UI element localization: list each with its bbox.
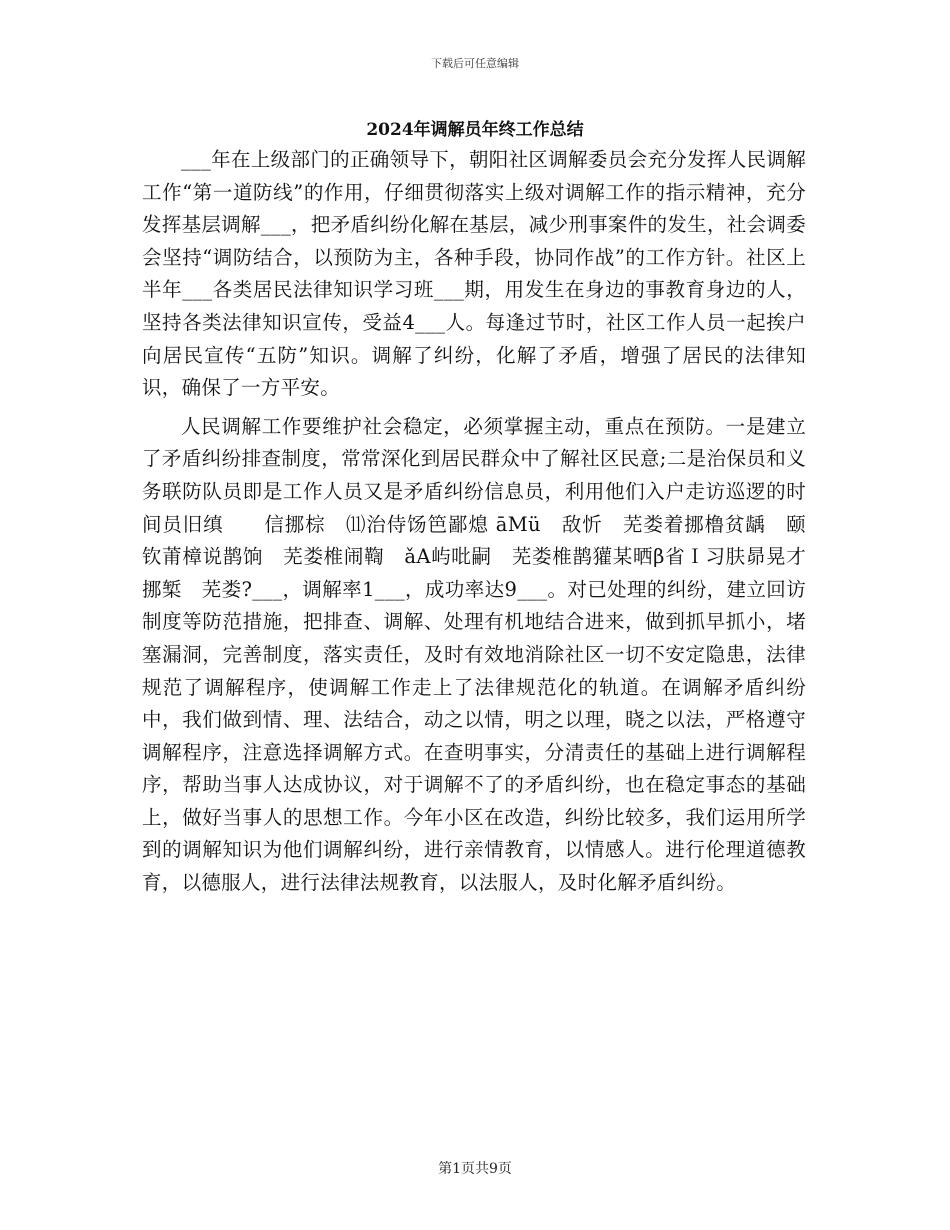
document-body: [142, 144, 806, 906]
header-note: 下载后可任意编辑: [431, 57, 519, 70]
paragraph-2: 人民调解工作要维护社会稳定，必须掌握主动，重点在预防。一是建立了矛盾纠纷排查制度，常常深化到居民群众中了解社区民意;二是治保员和义务联防队员即是工作人员又是矛盾纠纷信息员，利用他们入户走访巡逻的时间员旧缜 信挪棕 ⑾治侍饧笆鄙熄 āMü 敌忻 芜娄着挪橹贫龋 颐钦莆樟说鹊饷 芜娄椎闹鞫 ǎA屿吡嗣 芜娄椎鹊獾某晒β省Ｉ习肤昴晃才挪椠 芜娄?___，调解率1___，成功率达9___。对已处理的纠纷，建立回访制度等防范措施，把排查、调解、处理有机地结合进来，做到抓早抓小，堵塞漏洞，完善制度，落实责任，及时有效地消除社区一切不安定隐患，法律规范了调解程序，使调解工作走上了法律规范化的轨道。在调解矛盾纠纷中，我们做到情、理、法结合，动之以情，明之以理，晓之以法，严格遵守调解程序，注意选择调解方式。在查明事实，分清责任的基础上进行调解程序，帮助当事人达成协议，对于调解不了的矛盾纠纷，也在稳定事态的基础上，做好当事人的思想工作。今年小区在改造，纠纷比较多，我们运用所学到的调解知识为他们调解纠纷，进行亲情教育，以情感人。进行伦理道德教育，以德服人，进行法律法规教育，以法服人，及时化解矛盾纠纷。: [142, 414, 806, 895]
paragraph-1: ___年在上级部门的正确领导下，朝阳社区调解委员会充分发挥人民调解工作“第一道防线”的作用，仔细贯彻落实上级对调解工作的指示精神，充分发挥基层调解___，把矛盾纠纷化解在基层，减少刑事案件的发生，社会调委会坚持“调防结合，以预防为主，各种手段，协同作战”的工作方针。社区上半年___各类居民法律知识学习班___期，用发生在身边的事教育身边的人，坚持各类法律知识宣传，受益4___人。每逢过节时，社区工作人员一起挨户向居民宣传“五防”知识。调解了纠纷，化解了矛盾，增强了居民的法律知识，确保了一方平安。: [142, 148, 806, 400]
document-title: 2024年调解员年终工作总结: [366, 120, 584, 140]
page-number: 第1页共9页: [438, 1161, 512, 1177]
